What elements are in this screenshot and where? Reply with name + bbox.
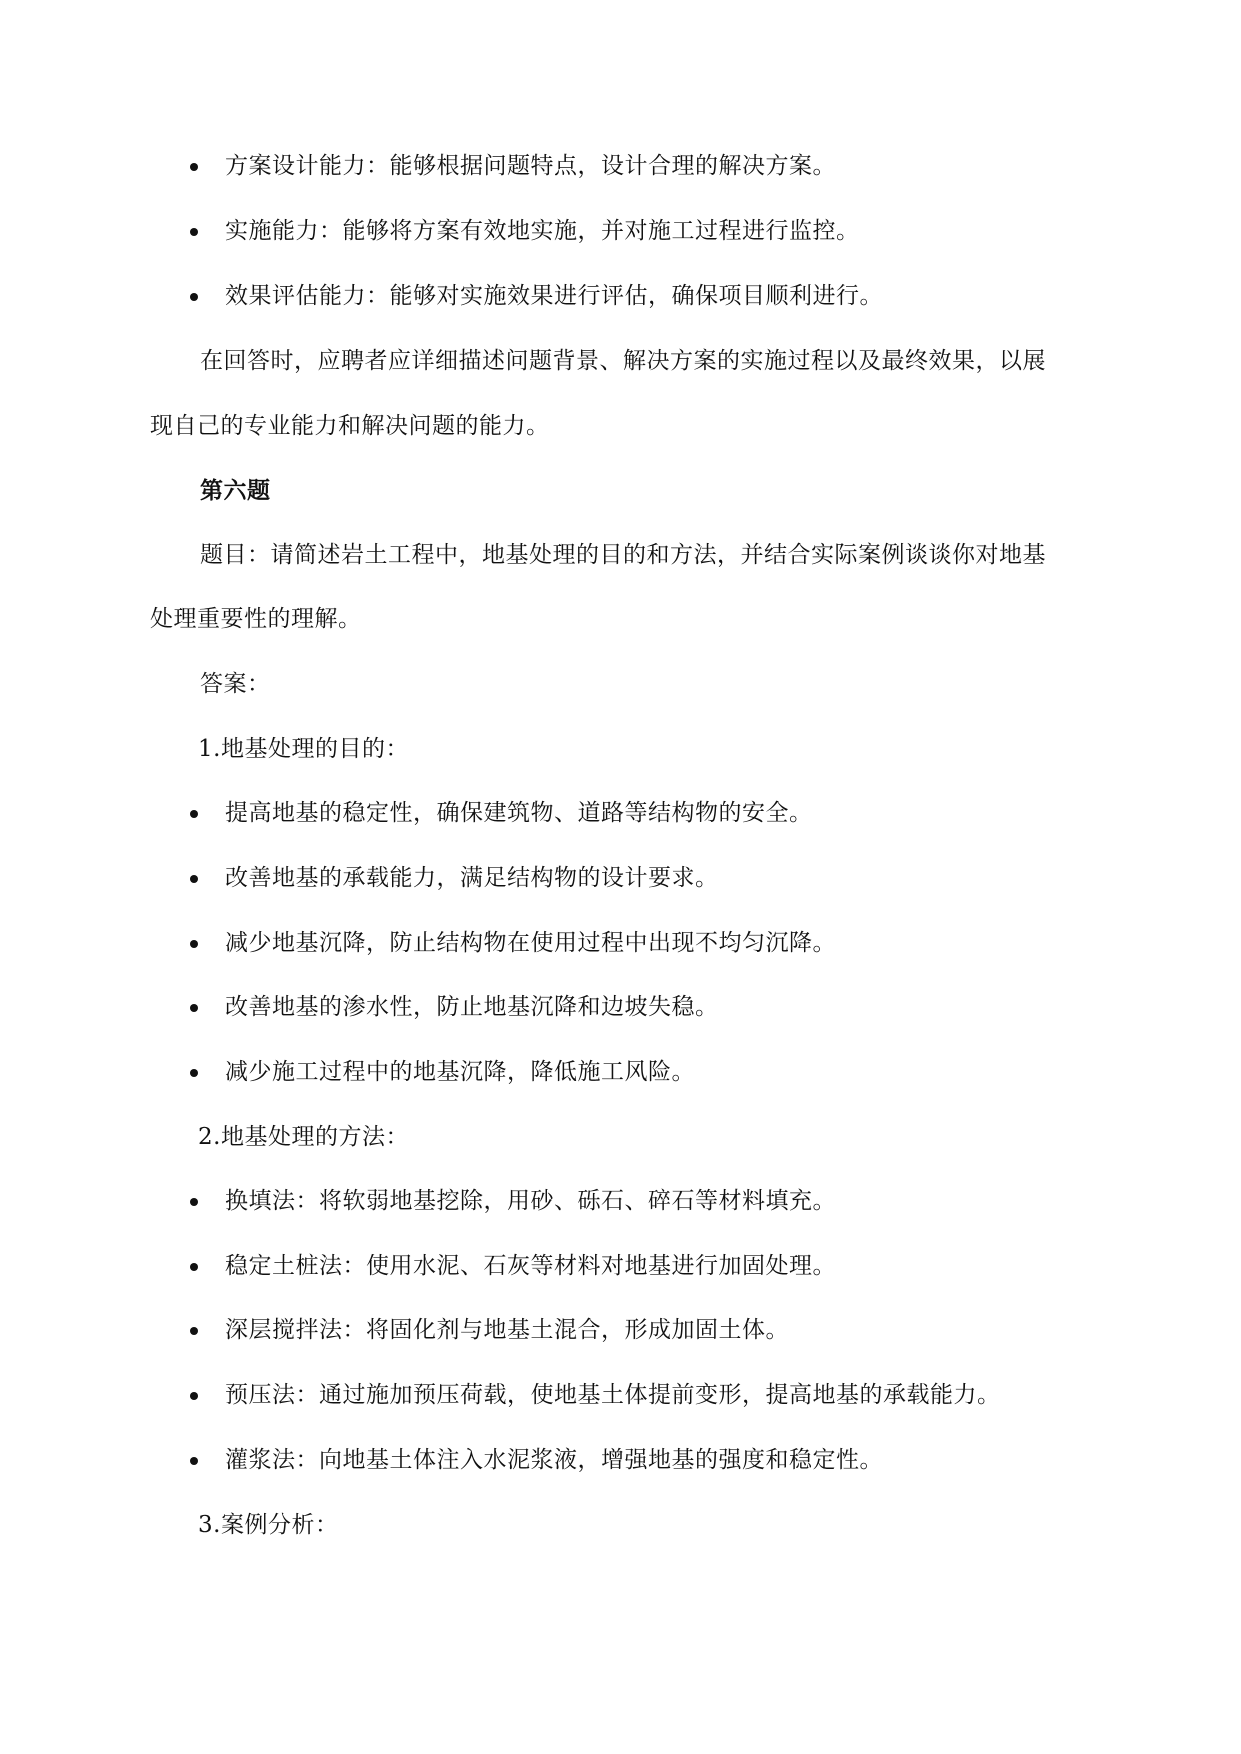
question-line: 处理重要性的理解。 — [150, 606, 362, 632]
list-item: 预压法：通过施加预压荷载，使地基土体提前变形，提高地基的承载能力。 — [225, 1382, 1001, 1408]
bullet-icon — [190, 293, 198, 301]
bullet-icon — [190, 875, 198, 883]
bullet-icon — [190, 940, 198, 948]
bullet-icon — [190, 1069, 198, 1077]
bullet-icon — [190, 1198, 198, 1206]
paragraph-line: 现自己的专业能力和解决问题的能力。 — [150, 413, 550, 439]
methods-heading: 2.地基处理的方法： — [198, 1124, 409, 1150]
list-item: 改善地基的承载能力，满足结构物的设计要求。 — [225, 865, 719, 891]
bullet-icon — [190, 1263, 198, 1271]
paragraph-line: 在回答时，应聘者应详细描述问题背景、解决方案的实施过程以及最终效果，以展 — [200, 348, 1046, 374]
list-item: 效果评估能力：能够对实施效果进行评估，确保项目顺利进行。 — [225, 283, 883, 309]
list-item: 改善地基的渗水性，防止地基沉降和边坡失稳。 — [225, 994, 719, 1020]
bullet-icon — [190, 163, 198, 171]
question-title: 第六题 — [200, 477, 271, 504]
bullet-icon — [190, 1004, 198, 1012]
bullet-icon — [190, 1392, 198, 1400]
list-item: 减少地基沉降，防止结构物在使用过程中出现不均匀沉降。 — [225, 930, 836, 956]
answer-label: 答案： — [200, 671, 271, 697]
purpose-heading: 1.地基处理的目的： — [198, 736, 409, 762]
bullet-icon — [190, 810, 198, 818]
list-item: 深层搅拌法：将固化剂与地基土混合，形成加固土体。 — [225, 1317, 789, 1343]
question-line: 题目：请简述岩土工程中，地基处理的目的和方法，并结合实际案例谈谈你对地基 — [200, 542, 1046, 568]
bullet-icon — [190, 1327, 198, 1335]
list-item: 提高地基的稳定性，确保建筑物、道路等结构物的安全。 — [225, 800, 813, 826]
list-item: 换填法：将软弱地基挖除，用砂、砾石、碎石等材料填充。 — [225, 1188, 836, 1214]
bullet-icon — [190, 1457, 198, 1465]
list-item: 减少施工过程中的地基沉降，降低施工风险。 — [225, 1059, 695, 1085]
list-item: 实施能力：能够将方案有效地实施，并对施工过程进行监控。 — [225, 218, 860, 244]
list-item: 方案设计能力：能够根据问题特点，设计合理的解决方案。 — [225, 153, 836, 179]
bullet-icon — [190, 228, 198, 236]
list-item: 灌浆法：向地基土体注入水泥浆液，增强地基的强度和稳定性。 — [225, 1447, 883, 1473]
case-heading: 3.案例分析： — [198, 1512, 339, 1538]
list-item: 稳定土桩法：使用水泥、石灰等材料对地基进行加固处理。 — [225, 1253, 836, 1279]
